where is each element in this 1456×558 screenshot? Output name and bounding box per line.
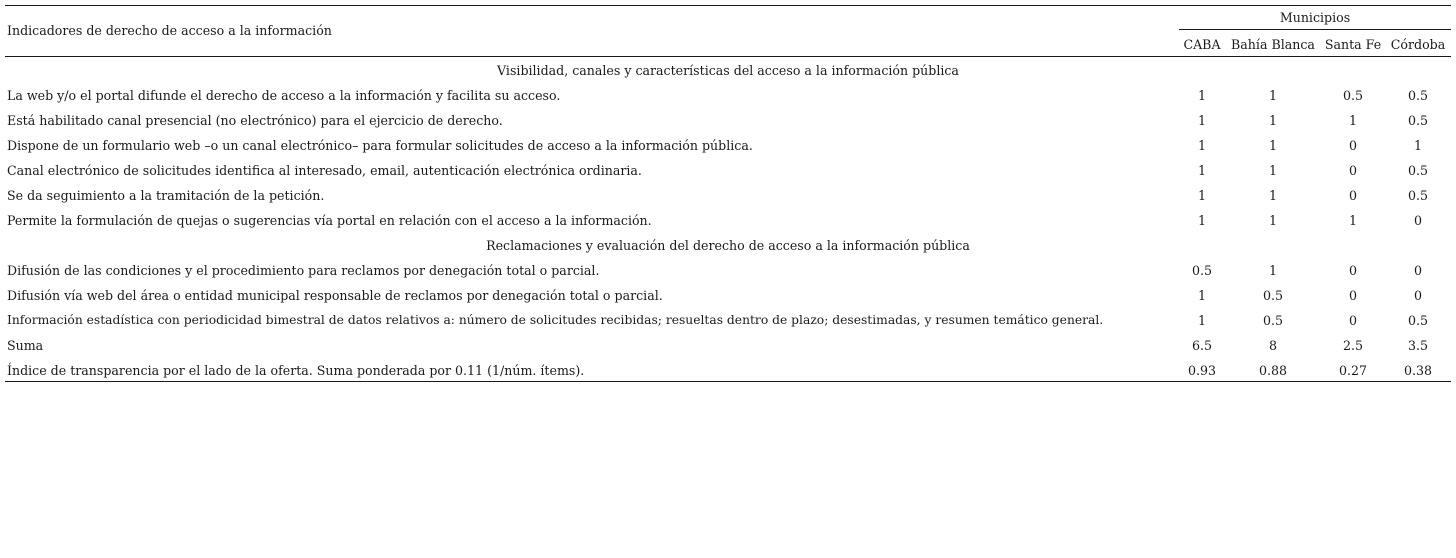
- cell-santa-fe: 1: [1348, 213, 1357, 228]
- cell-caba: 1: [1197, 213, 1206, 228]
- cell-santa-fe: 0: [1348, 188, 1357, 203]
- cell-santa-fe: 0.5: [1342, 88, 1364, 103]
- cell-caba: 1: [1197, 163, 1206, 178]
- cell-bahia-blanca: 1: [1268, 188, 1277, 203]
- cell-bahia-blanca: 1: [1268, 113, 1277, 128]
- cell-bahia-blanca: 0.5: [1262, 288, 1284, 303]
- cell-bahia-blanca: 1: [1268, 213, 1277, 228]
- cell-santa-fe: 0: [1348, 288, 1357, 303]
- cell-bahia-blanca: 1: [1268, 88, 1277, 103]
- index-caba: 0.93: [1187, 363, 1217, 378]
- cell-caba: 0.5: [1191, 263, 1213, 278]
- cell-bahia-blanca: 1: [1268, 138, 1277, 153]
- row-label-header: Indicadores de derecho de acceso a la información: [7, 23, 332, 38]
- row-label: Difusión de las condiciones y el procedimiento para reclamos por denegación total o parcial.: [7, 263, 600, 278]
- cell-caba: 1: [1197, 113, 1206, 128]
- column-header-bahia-blanca: Bahía Blanca: [1231, 37, 1315, 52]
- cell-cordoba: 0.5: [1407, 163, 1429, 178]
- sum-santa-fe: 2.5: [1342, 338, 1364, 353]
- cell-bahia-blanca: 0.5: [1262, 313, 1284, 328]
- sum-bahia-blanca: 8: [1268, 338, 1277, 353]
- cell-cordoba: 1: [1413, 138, 1422, 153]
- row-label: Se da seguimiento a la tramitación de la petición.: [7, 188, 325, 203]
- cell-cordoba: 0: [1413, 213, 1422, 228]
- cell-caba: 1: [1197, 88, 1206, 103]
- cell-cordoba: 0.5: [1407, 88, 1429, 103]
- cell-caba: 1: [1197, 138, 1206, 153]
- cell-cordoba: 0: [1413, 288, 1422, 303]
- column-header-caba: CABA: [1183, 37, 1221, 52]
- cell-santa-fe: 1: [1348, 113, 1357, 128]
- cell-caba: 1: [1197, 188, 1206, 203]
- cell-cordoba: 0: [1413, 263, 1422, 278]
- index-santa-fe: 0.27: [1338, 363, 1368, 378]
- index-bahia-blanca: 0.88: [1258, 363, 1288, 378]
- row-label: Canal electrónico de solicitudes identifica al interesado, email, autenticación electrónica ordinaria.: [7, 163, 642, 178]
- cell-cordoba: 0.5: [1407, 188, 1429, 203]
- cell-caba: 1: [1197, 313, 1206, 328]
- section-title: Reclamaciones y evaluación del derecho de acceso a la información pública: [486, 238, 970, 253]
- row-label: Información estadística con periodicidad bimestral de datos relativos a: número de solicitudes recibidas; resueltas dentro de plazo; desestimadas, y resumen temático general.: [7, 313, 1104, 327]
- index-cordoba: 0.38: [1403, 363, 1433, 378]
- cell-santa-fe: 0: [1348, 263, 1357, 278]
- row-label: La web y/o el portal difunde el derecho de acceso a la información y facilita su acceso.: [7, 88, 561, 103]
- cell-santa-fe: 0: [1348, 313, 1357, 328]
- cell-santa-fe: 0: [1348, 138, 1357, 153]
- column-header-santa-fe: Santa Fe: [1324, 37, 1382, 52]
- column-header-cordoba: Córdoba: [1390, 37, 1446, 52]
- sum-caba: 6.5: [1191, 338, 1213, 353]
- row-label: Está habilitado canal presencial (no electrónico) para el ejercicio de derecho.: [7, 113, 503, 128]
- sum-cordoba: 3.5: [1407, 338, 1429, 353]
- cell-bahia-blanca: 1: [1268, 263, 1277, 278]
- row-label: Difusión vía web del área o entidad municipal responsable de reclamos por denegación total o parcial.: [7, 288, 663, 303]
- sum-row-label: Suma: [7, 338, 44, 353]
- column-group-header: Municipios: [1279, 10, 1351, 25]
- row-label: Dispone de un formulario web –o un canal electrónico– para formular solicitudes de acceso a la información pública.: [7, 138, 753, 153]
- index-row-label: Índice de transparencia por el lado de la oferta. Suma ponderada por 0.11 (1/núm. ítems).: [7, 363, 585, 378]
- row-label: Permite la formulación de quejas o sugerencias vía portal en relación con el acceso a la información.: [7, 213, 652, 228]
- section-title: Visibilidad, canales y características del acceso a la información pública: [497, 63, 959, 78]
- cell-santa-fe: 0: [1348, 163, 1357, 178]
- cell-bahia-blanca: 1: [1268, 163, 1277, 178]
- cell-cordoba: 0.5: [1407, 113, 1429, 128]
- cell-cordoba: 0.5: [1407, 313, 1429, 328]
- cell-caba: 1: [1197, 288, 1206, 303]
